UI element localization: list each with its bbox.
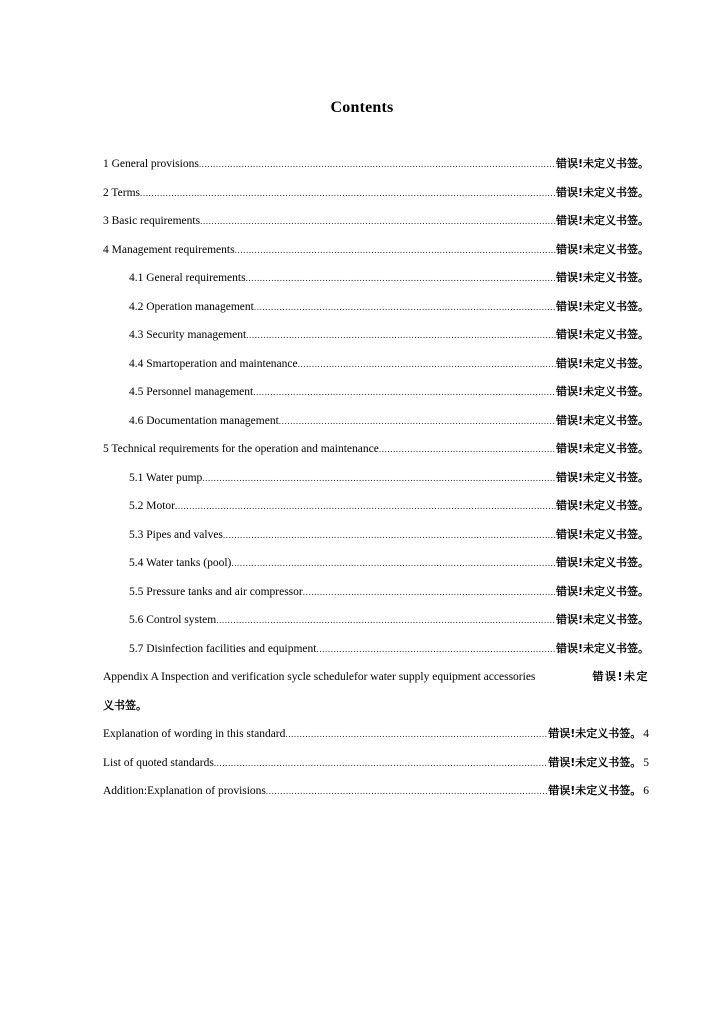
toc-entry-error: 错误!未定义书签。 [555, 328, 649, 341]
dot-leader [202, 464, 556, 493]
toc-entry-4-5[interactable] [103, 378, 649, 407]
dot-leader [223, 521, 556, 550]
toc-entry-error: 错误!未定义书签。 [555, 442, 649, 455]
dot-leader [231, 549, 556, 578]
table-of-contents [103, 150, 649, 806]
toc-entry-label: 5.1 Water pump [129, 471, 203, 484]
toc-entry-error: 错误!未定义书签。 [548, 784, 642, 797]
dot-leader [175, 492, 556, 521]
dot-leader [200, 207, 556, 236]
toc-entry-error: 错误!未定义书签。 [555, 214, 649, 227]
toc-entry-5-5[interactable] [103, 578, 649, 607]
dot-leader [214, 749, 548, 778]
dot-leader [254, 293, 556, 322]
toc-entry-label: Explanation of wording in this standard [103, 728, 286, 740]
toc-entry-5-7[interactable] [103, 635, 649, 664]
toc-entry-label: 4.4 Smartoperation and maintenance [129, 357, 298, 370]
toc-entry-management-requirements[interactable] [103, 236, 649, 265]
toc-entry-label: 1 General provisions [103, 158, 199, 170]
toc-entry-label: Addition:Explanation of provisions [103, 785, 266, 797]
toc-entry-error: 错误!未定义书签。 [555, 641, 649, 655]
dot-leader [303, 578, 556, 607]
toc-entry-label: 4 Management requirements [103, 243, 235, 256]
toc-entry-label: 4.2 Operation management [129, 300, 254, 313]
dot-leader [199, 150, 556, 179]
toc-entry-error: 错误!未定义书签。 [555, 185, 649, 199]
toc-entry-page-number: 6 [643, 785, 649, 797]
toc-entry-label: 4.3 Security management [129, 329, 247, 341]
toc-entry-5-1[interactable] [103, 464, 649, 493]
toc-entry-5-6[interactable] [103, 606, 649, 635]
toc-entry-error: 错误!未定义书签。 [555, 584, 649, 598]
dot-leader [285, 720, 548, 749]
toc-entry-label: 5.2 Motor [129, 500, 175, 512]
toc-entry-label: List of quoted standards [103, 756, 214, 769]
toc-entry-general-provisions[interactable] [103, 150, 649, 179]
dot-leader [246, 321, 556, 350]
toc-entry-label: 5 Technical requirements for the operation and maintenance [103, 443, 379, 455]
toc-entry-error: 错误!未定义书签。 [555, 527, 649, 541]
dot-leader [279, 407, 556, 436]
toc-entry-error: 错误!未定义书签。 [548, 755, 642, 769]
toc-entry-5-2[interactable] [103, 492, 649, 521]
dot-leader [235, 236, 556, 265]
toc-entry-error: 错误!未定 [592, 670, 649, 683]
page-title: Contents [330, 99, 394, 116]
toc-entry-label: 4.1 General requirements [129, 272, 246, 284]
dot-leader [246, 264, 556, 293]
toc-entry-page-number: 5 [643, 756, 649, 769]
toc-entry-4-2[interactable] [103, 293, 649, 322]
dot-leader [266, 777, 548, 806]
toc-entry-4-3[interactable] [103, 321, 649, 350]
toc-entry-5-3[interactable] [103, 521, 649, 550]
dot-leader [140, 179, 556, 208]
dot-leader [379, 435, 556, 464]
toc-entry-basic-requirements[interactable] [103, 207, 649, 236]
toc-entry-error: 错误!未定义书签。 [555, 413, 649, 427]
toc-entry-4-6[interactable] [103, 407, 649, 436]
toc-entry-4-1[interactable] [103, 264, 649, 293]
toc-entry-label: 3 Basic requirements [103, 215, 201, 227]
toc-entry-error-continued: 义书签。 [103, 698, 147, 712]
toc-entry-error: 错误!未定义书签。 [555, 356, 649, 370]
toc-entry-label: 5.6 Control system [129, 614, 217, 626]
toc-entry-error: 错误!未定义书签。 [555, 499, 649, 512]
toc-entry-error: 错误!未定义书签。 [555, 271, 649, 284]
toc-entry-error: 错误!未定义书签。 [555, 613, 649, 626]
toc-entry-terms[interactable] [103, 179, 649, 208]
toc-entry-error: 错误!未定义书签。 [548, 727, 642, 740]
toc-entry-5-4[interactable] [103, 549, 649, 578]
toc-entry-explanation-of-provisions[interactable] [103, 777, 649, 806]
toc-entry-error: 错误!未定义书签。 [555, 157, 649, 170]
toc-entry-error: 错误!未定义书签。 [555, 242, 649, 256]
toc-entry-page-number: 4 [643, 728, 649, 740]
toc-entry-label: 2 Terms [103, 186, 140, 199]
toc-entry-quoted-standards[interactable] [103, 749, 649, 778]
dot-leader [298, 350, 556, 379]
toc-entry-error: 错误!未定义书签。 [555, 556, 649, 569]
toc-entry-label: 5.3 Pipes and valves [129, 528, 223, 541]
toc-entry-label: 4.5 Personnel management [129, 386, 254, 398]
dot-leader [216, 606, 556, 635]
toc-entry-technical-requirements[interactable] [103, 435, 649, 464]
toc-entry-error: 错误!未定义书签。 [555, 385, 649, 398]
toc-entry-appendix-a[interactable] [103, 663, 649, 720]
toc-entry-explanation-of-wording[interactable] [103, 720, 649, 749]
toc-entry-label: 5.5 Pressure tanks and air compressor [129, 585, 303, 598]
toc-entry-label: 5.7 Disinfection facilities and equipment [129, 642, 317, 655]
toc-entry-error: 错误!未定义书签。 [555, 470, 649, 484]
dot-leader [253, 378, 556, 407]
toc-entry-label: 4.6 Documentation management [129, 414, 279, 427]
toc-entry-label: Appendix A Inspection and verification sycle schedulefor water supply equipment accessories [103, 671, 536, 683]
toc-entry-error: 错误!未定义书签。 [555, 299, 649, 313]
toc-entry-4-4[interactable] [103, 350, 649, 379]
toc-entry-label: 5.4 Water tanks (pool) [129, 557, 232, 569]
dot-leader [316, 635, 556, 664]
